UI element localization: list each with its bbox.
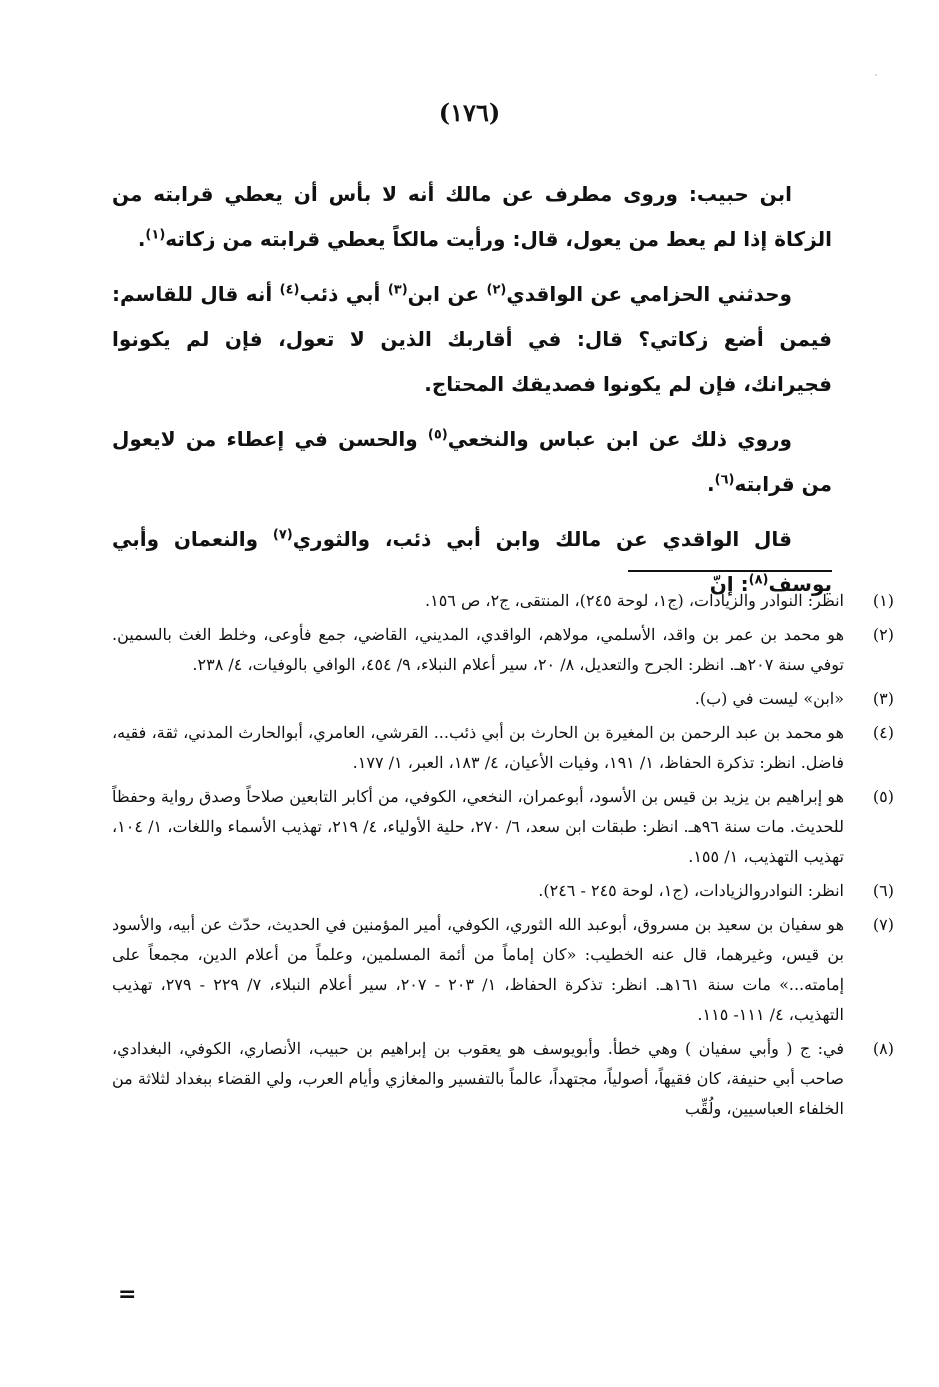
margin-tick-mark: ˊ	[873, 74, 878, 85]
paragraph-2-part-b: عن ابن	[407, 282, 487, 306]
paragraph-1-end: .	[137, 227, 146, 251]
footnote-text: «ابن» ليست في (ب).	[694, 689, 844, 708]
footnote-text: هو إبراهيم بن يزيد بن قيس بن الأسود، أبوعمران، النخعي، الكوفي، من أكابر التابعين صلاحاً وصدق رواية وحفظاً للحديث. مات سنة ٩٦هـ. انظر: طبقات ابن سعد، ٦/ ٢٧٠، حلية الأولياء، ٤/ ٢١٩، تهذيب الأسماء واللغات، ١/ ١٠٤، تهذيب التهذيب، ١/ ١٥٥.	[112, 787, 844, 866]
footnote-number: (٥)	[872, 787, 894, 806]
footnote-4	[112, 718, 894, 778]
footnote-ref-2[interactable]: (٢)	[486, 282, 507, 298]
paragraph-2-part-c: أبي ذئب	[299, 282, 388, 306]
paragraph-3	[112, 417, 832, 507]
footnote-ref-5[interactable]: (٥)	[427, 427, 448, 443]
footnote-ref-7[interactable]: (٧)	[272, 527, 293, 543]
footnote-8	[112, 1034, 894, 1124]
paragraph-3-part-b: والحسن في إعطاء من لايعول من قرابته	[112, 427, 832, 496]
paragraph-1	[112, 172, 832, 262]
paragraph-2	[112, 272, 832, 407]
footnote-ref-6[interactable]: (٦)	[714, 472, 735, 488]
footnote-number: (١)	[872, 591, 894, 610]
footnote-number: (٣)	[872, 689, 894, 708]
footnote-5	[112, 782, 894, 872]
footnote-text: هو سفيان بن سعيد بن مسروق، أبوعبد الله الثوري، الكوفي، أمير المؤمنين في الحديث، حدّث عن أبيه، والأسود بن قيس، وغيرهما، قال عنه الخطيب: «كان إماماً من أئمة المسلمين، وعلماً من أعلام الدين، مجمعاً على إمامته...» مات سنة ١٦١هـ. انظر: تذكرة الحفاظ، ١/ ٢٠٣ - ٢٠٧، سير أعلام النبلاء، ٧/ ٢٢٩ - ٢٧٩، تهذيب التهذيب، ٤/ ١١١- ١١٥.	[112, 915, 845, 1024]
footnote-ref-4[interactable]: (٤)	[279, 282, 300, 298]
footnote-separator	[628, 570, 832, 572]
footnote-text: انظر: النوادروالزيادات، (ج١، لوحة ٢٤٥ - ٢٤٦).	[538, 881, 844, 900]
footnote-ref-8[interactable]: (٨)	[748, 572, 769, 588]
footnote-number: (٤)	[872, 723, 894, 742]
footnotes	[112, 586, 894, 1128]
footnote-number: (٨)	[872, 1039, 894, 1058]
footnote-text: هو محمد بن عبد الرحمن بن المغيرة بن الحارث بن أبي ذئب... القرشي، العامري، أبوالحارث المدني، ثقة، فقيه، فاضل. انظر: تذكرة الحفاظ، ١/ ١٩١، وفيات الأعيان، ٤/ ١٨٣، العبر، ١/ ١٧٧.	[112, 723, 844, 772]
paragraph-4-part-b: والنعمان وأبي يوسف	[112, 527, 832, 596]
page-number: (١٧٦)	[438, 98, 501, 127]
footnote-text: في: ج ( وأبي سفيان ) وهي خطأ. وأبويوسف هو يعقوب بن إبراهيم بن حبيب، الأنصاري، الكوفي، البغدادي، صاحب أبي حنيفة، كان فقيهاً، أصولياً، مجتهداً، عالماً بالتفسير والمغازي وأيام العرب، ولي القضاء ببغداد لثلاثة من الخلفاء العباسيين، ولُقِّب	[112, 1039, 845, 1118]
continuation-mark: =	[118, 1282, 137, 1307]
footnote-3	[112, 684, 894, 714]
paragraph-1-text: ابن حبيب: وروى مطرف عن مالك أنه لا بأس أن يعطي قرابته من الزكاة إذا لم يعط من يعول، قال: ورأيت مالكاً يعطي قرابته من زكاته	[112, 182, 832, 251]
main-text	[112, 172, 832, 615]
paragraph-3-part-a: وروي ذلك عن ابن عباس والنخعي	[447, 427, 792, 451]
footnote-text: انظر: النوادر والزيادات، (ج١، لوحة ٢٤٥)، المنتقى، ج٢، ص ١٥٦.	[425, 591, 844, 610]
paragraph-2-part-a: وحدثني الحزامي عن الواقدي	[506, 282, 792, 306]
footnote-7	[112, 910, 894, 1030]
paragraph-2-part-d: أنه قال للقاسم: فيمن أضع زكاتي؟ قال: في أقاربك الذين لا تعول، فإن لم يكونوا فجيرانك، فإن لم يكونوا فصديقك المحتاج.	[112, 282, 832, 396]
footnote-1	[112, 586, 894, 616]
paragraph-4-part-a: قال الواقدي عن مالك وابن أبي ذئب، والثوري	[292, 527, 792, 551]
footnote-number: (٧)	[872, 915, 894, 934]
footnote-number: (٦)	[872, 881, 894, 900]
footnote-text: هو محمد بن عمر بن واقد، الأسلمي، مولاهم، الواقدي، المديني، القاضي، جمع فأوعى، وخلط الغث بالسمين. توفي سنة ٢٠٧هـ. انظر: الجرح والتعديل، ٨/ ٢٠، سير أعلام النبلاء، ٩/ ٤٥٤، الوافي بالوفيات، ٤/ ٢٣٨.	[112, 625, 845, 674]
footnote-ref-1[interactable]: (١)	[145, 227, 166, 243]
paragraph-3-end: .	[707, 472, 715, 496]
footnote-2	[112, 620, 894, 680]
footnote-6	[112, 876, 894, 906]
paragraph-4-part-c: : إنّ	[709, 572, 749, 596]
footnote-ref-3[interactable]: (٣)	[387, 282, 408, 298]
footnote-number: (٢)	[872, 625, 894, 644]
